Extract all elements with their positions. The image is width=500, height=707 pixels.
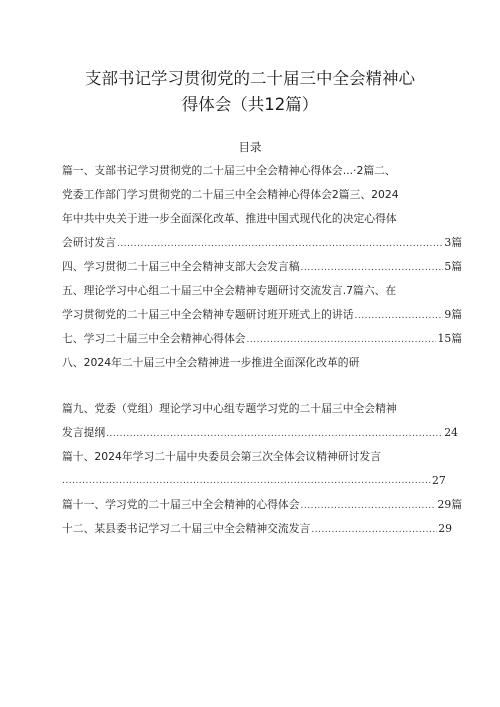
toc-line-6[interactable]: 五、理论学习中心组二十届三中全会精神专题研讨交流发言.7篇六、在	[62, 284, 397, 297]
toc-entry-4[interactable]	[62, 256, 462, 278]
toc-line-2[interactable]: 党委工作部门学习贯彻党的二十届三中全会精神心得体会2篇三、2024	[62, 188, 399, 201]
toc-entry-7-text: 七、学习二十届三中全会精神心得体会	[62, 332, 246, 345]
document-title-line-1: 支部书记学习贯彻党的二十届三中全会精神心	[85, 69, 415, 88]
toc-entry-12-page: 29	[438, 522, 452, 535]
toc-entry-8[interactable]: 八、2024年二十届三中全会精神进一步推进全面深化改革的研	[62, 356, 360, 369]
toc-entry-11-text: 篇十一、学习党的二十届三中全会精神的心得体会	[62, 498, 300, 511]
toc-line-1[interactable]: 篇一、支部书记学习贯彻党的二十届三中全会精神心得体会...·2篇二、	[62, 164, 396, 177]
toc-leader-dots	[355, 305, 444, 326]
toc-line-10[interactable]: 篇九、党委（党组）理论学习中心组专题学习党的二十届三中全会精神	[62, 402, 397, 415]
toc-entry-12[interactable]	[62, 518, 452, 540]
document-title-line-2: 得体会（共12篇）	[181, 95, 319, 114]
toc-entry-11-page: 29篇	[437, 498, 462, 511]
toc-entry-7[interactable]	[62, 328, 462, 350]
toc-leader-dots	[117, 233, 443, 254]
toc-leader-dots	[247, 329, 437, 350]
toc-entry-4-text: 四、学习贯彻二十届三中全会精神支部大会发言稿	[62, 260, 300, 273]
toc-leader-dots	[311, 519, 437, 540]
toc-entry-10-page[interactable]: 27	[432, 474, 446, 487]
toc-leader-dots	[301, 495, 437, 516]
toc-entry-10[interactable]: 篇十、2024年学习二十届中央委员会第三次全体会议精神研讨发言	[62, 450, 381, 463]
toc-entry-9-text: 发言提纲	[62, 426, 106, 439]
toc-entry-6-page: 9篇	[444, 308, 462, 321]
toc-entry-9-page: 24	[444, 426, 458, 439]
toc-leader-dots	[62, 470, 432, 492]
toc-entry-3-text: 会研讨发言	[62, 236, 116, 249]
toc-entry-11[interactable]	[62, 494, 462, 516]
toc-entry-12-text: 十二、某县委书记学习二十届三中全会精神交流发言	[62, 522, 311, 535]
toc-entry-4-page: 5篇	[444, 260, 462, 273]
toc-entry-7-page: 15篇	[437, 332, 462, 345]
toc-entry-3-page: 3篇	[444, 236, 462, 249]
toc-entry-3[interactable]	[62, 232, 462, 254]
toc-leader-dots	[106, 423, 443, 444]
toc-entry-6-text: 学习贯彻党的二十届三中全会精神专题研讨班开班式上的讲话	[62, 308, 354, 321]
toc-entry-9[interactable]	[62, 422, 458, 444]
toc-line-3[interactable]: 年中共中央关于进一步全面深化改革、推进中国式现代化的决定心得体	[62, 212, 397, 225]
toc-heading: 目录	[238, 140, 262, 154]
toc-entry-6[interactable]	[62, 304, 462, 326]
toc-leader-dots	[301, 257, 444, 278]
